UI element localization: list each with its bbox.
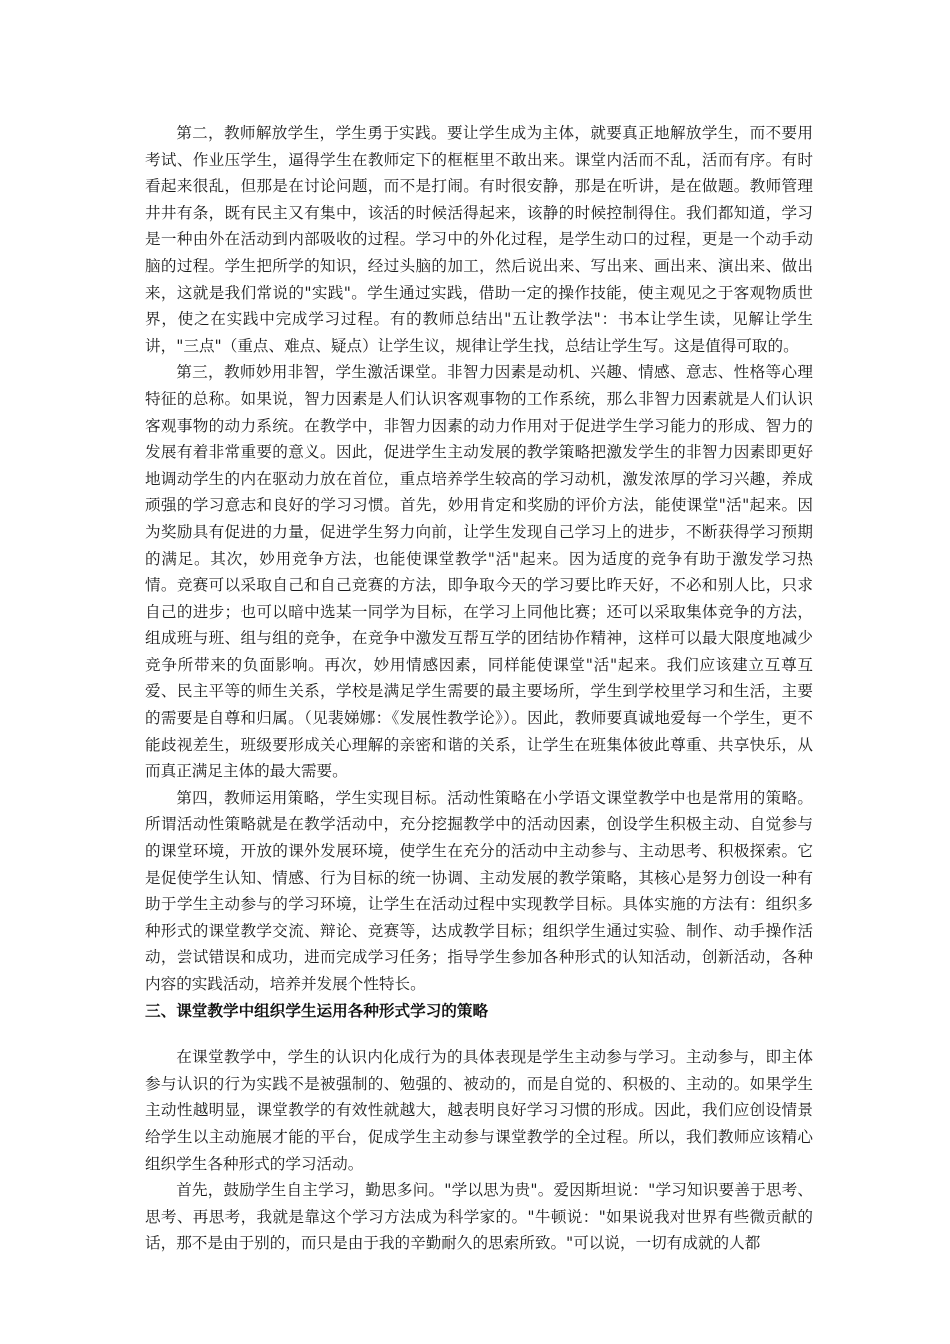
- paragraph-encourage-self-study: 首先，鼓励学生自主学习，勤思多问。"学以思为贵"。爱因斯坦说："学习知识要善于思考、思考、再思考，我就是靠这个学习方法成为科学家的。"牛顿说："如果说我对世界有些微贡献的话，那不是由于别的，而只是由于我的辛勤耐久的思索所致。"可以说，一切有成就的人都: [145, 1181, 813, 1253]
- paragraph-third-point: 第三，教师妙用非智，学生激活课堂。非智力因素是动机、兴趣、情感、意志、性格等心理特征的总称。如果说，智力因素是人们认识客观事物的工作系统，那么非智力因素就是人们认识客观事物的动力系统。在教学中，非智力因素的动力作用对于促进学生学习能力的形成、智力的发展有着非常重要的意义。因此，促进学生主动发展的教学策略把激发学生的非智力因素即更好地调动学生的内在驱动力放在首位，重点培养学生较高的学习动机，激发浓厚的学习兴趣，养成顽强的学习意志和良好的学习习惯。首先，妙用肯定和奖励的评价方法，能使课堂"活"起来。因为奖励具有促进的力量，促进学生努力向前，让学生发现自己学习上的进步，不断获得学习预期的满足。其次，妙用竞争方法，也能使课堂教学"活"起来。因为适度的竞争有助于激发学习热情。竞赛可以采取自己和自己竞赛的方法，即争取今天的学习要比昨天好，不必和别人比，只求自己的进步；也可以暗中选某一同学为目标，在学习上同他比赛；还可以采取集体竞争的方法，组成班与班、组与组的竞争，在竞争中激发互帮互学的团结协作精神，这样可以最大限度地减少竞争所带来的负面影响。再次，妙用情感因素，同样能使课堂"活"起来。我们应该建立互尊互爱、民主平等的师生关系，学校是满足学生需要的最主要场所，学生到学校里学习和生活，主要的需要是自尊和归属。（见裴娣娜：《发展性教学论》）。因此，教师要真诚地爱每一个学生，更不能歧视差生，班级要形成关心理解的亲密和谐的关系，让学生在班集体彼此尊重、共享快乐，从而真正满足主体的最大需要。: [145, 363, 813, 781]
- paragraph-second-point: 第二，教师解放学生，学生勇于实践。要让学生成为主体，就要真正地解放学生，而不要用考试、作业压学生，逼得学生在教师定下的框框里不敢出来。课堂内活而不乱，活而有序。有时看起来很乱，但那是在讨论问题，而不是打闹。有时很安静，那是在听讲，是在做题。教师管理井井有条，既有民主又有集中，该活的时候活得起来，该静的时候控制得住。我们都知道，学习是一种由外在活动到内部吸收的过程。学习中的外化过程，是学生动口的过程，更是一个动手动脑的过程。学生把所学的知识，经过头脑的加工，然后说出来、写出来、画出来、演出来、做出来，这就是我们常说的"实践"。学生通过实践，借助一定的操作技能，使主观见之于客观物质世界，使之在实践中完成学习过程。有的教师总结出"五让教学法"：书本让学生读，见解让学生讲，"三点"（重点、难点、疑点）让学生议，规律让学生找，总结让学生写。这是值得可取的。: [145, 124, 813, 355]
- paragraph-classroom-participation: 在课堂教学中，学生的认识内化成行为的具体表现是学生主动参与学习。主动参与，即主体参与认识的行为实践不是被强制的、勉强的、被动的，而是自觉的、积极的、主动的。如果学生主动性越明显，课堂教学的有效性就越大，越表明良好学习习惯的形成。因此，我们应创设情景给学生以主动施展才能的平台，促成学生主动参与课堂教学的全过程。所以，我们教师应该精心组织学生各种形式的学习活动。: [145, 1048, 813, 1173]
- paragraph-fourth-point: 第四，教师运用策略，学生实现目标。活动性策略在小学语文课堂教学中也是常用的策略。所谓活动性策略就是在教学活动中，充分挖掘教学中的活动因素，创设学生积极主动、自觉参与的课堂环境，开放的课外发展环境，使学生在充分的活动中主动参与、主动思考、积极探索。它是促使学生认知、情感、行为目标的统一协调、主动发展的教学策略，其核心是努力创设一种有助于学生主动参与的学习环境，让学生在活动过程中实现教学目标。具体实施的方法有：组织多种形式的课堂教学交流、辩论、竞赛等，达成教学目标；组织学生通过实验、制作、动手操作活动，尝试错误和成功，进而完成学习任务；指导学生参加各种形式的认知活动，创新活动，各种内容的实践活动，培养并发展个性特长。: [145, 788, 813, 993]
- section-heading: 三、课堂教学中组织学生运用各种形式学习的策略: [145, 1001, 489, 1020]
- document-page: [145, 120, 813, 1257]
- section-spacer: [145, 1024, 813, 1044]
